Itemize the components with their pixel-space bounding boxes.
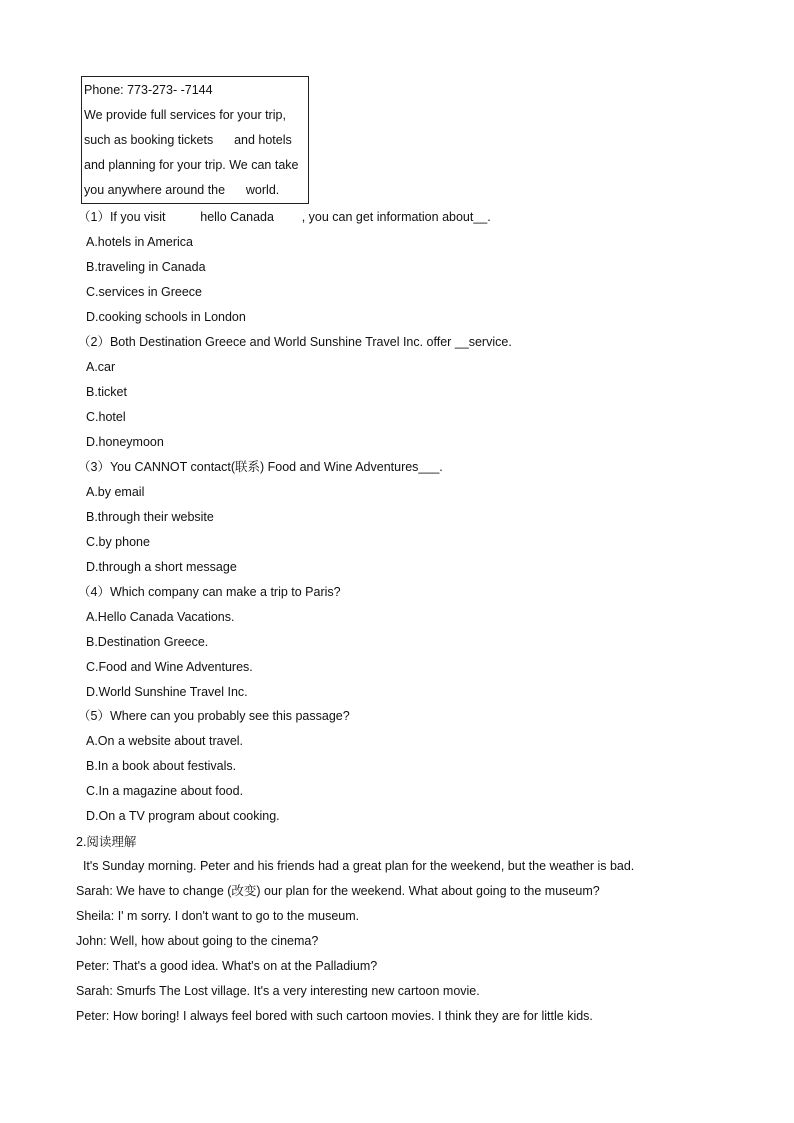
answer-option: D.cooking schools in London bbox=[86, 310, 246, 324]
answer-option: B.Destination Greece. bbox=[86, 635, 209, 649]
answer-option: A.car bbox=[86, 360, 116, 374]
dialogue-line: Sheila: I' m sorry. I don't want to go to the museum. bbox=[76, 909, 360, 923]
dialogue-line: Sarah: We have to change (改变) our plan for the weekend. What about going to the museum? bbox=[76, 884, 600, 898]
question-stem: （2）Both Destination Greece and World Sunshine Travel Inc. offer __service. bbox=[78, 335, 512, 349]
answer-option: B.In a book about festivals. bbox=[86, 759, 237, 773]
answer-option: C.services in Greece bbox=[86, 285, 203, 299]
answer-option: A.hotels in America bbox=[86, 235, 193, 249]
dialogue-line: Peter: That's a good idea. What's on at the Palladium? bbox=[76, 959, 378, 973]
section-heading: 2.阅读理解 bbox=[76, 835, 137, 849]
question-stem: （3）You CANNOT contact(联系) Food and Wine Adventures___. bbox=[78, 460, 443, 474]
answer-option: A.by email bbox=[86, 485, 145, 499]
answer-option: A.On a website about travel. bbox=[86, 734, 244, 748]
dialogue-line: Sarah: Smurfs The Lost village. It's a very interesting new cartoon movie. bbox=[76, 984, 480, 998]
answer-option: D.World Sunshine Travel Inc. bbox=[86, 685, 248, 699]
answer-option: C.In a magazine about food. bbox=[86, 784, 244, 798]
answer-option: D.honeymoon bbox=[86, 435, 164, 449]
answer-option: C.hotel bbox=[86, 410, 126, 424]
question-stem: （5）Where can you probably see this passage? bbox=[78, 709, 350, 723]
answer-option: C.by phone bbox=[86, 535, 150, 549]
ad-line: such as booking tickets and hotels bbox=[84, 133, 292, 147]
answer-option: B.traveling in Canada bbox=[86, 260, 206, 274]
answer-option: B.ticket bbox=[86, 385, 127, 399]
answer-option: C.Food and Wine Adventures. bbox=[86, 660, 253, 674]
ad-line: you anywhere around the world. bbox=[84, 183, 280, 197]
question-stem: （4）Which company can make a trip to Paris? bbox=[78, 585, 341, 599]
answer-option: D.On a TV program about cooking. bbox=[86, 809, 280, 823]
ad-line: We provide full services for your trip, bbox=[84, 108, 286, 122]
answer-option: D.through a short message bbox=[86, 560, 237, 574]
dialogue-line: John: Well, how about going to the cinema? bbox=[76, 934, 319, 948]
ad-line: Phone: 773-273- -7144 bbox=[84, 83, 213, 97]
ad-line: and planning for your trip. We can take bbox=[84, 158, 299, 172]
dialogue-line: Peter: How boring! I always feel bored with such cartoon movies. I think they are for little kids. bbox=[76, 1009, 593, 1023]
answer-option: B.through their website bbox=[86, 510, 214, 524]
answer-option: A.Hello Canada Vacations. bbox=[86, 610, 235, 624]
question-stem: （1）If you visit hello Canada , you can get information about__. bbox=[78, 210, 491, 224]
passage-line: It's Sunday morning. Peter and his friends had a great plan for the weekend, but the weather is bad. bbox=[76, 859, 635, 873]
